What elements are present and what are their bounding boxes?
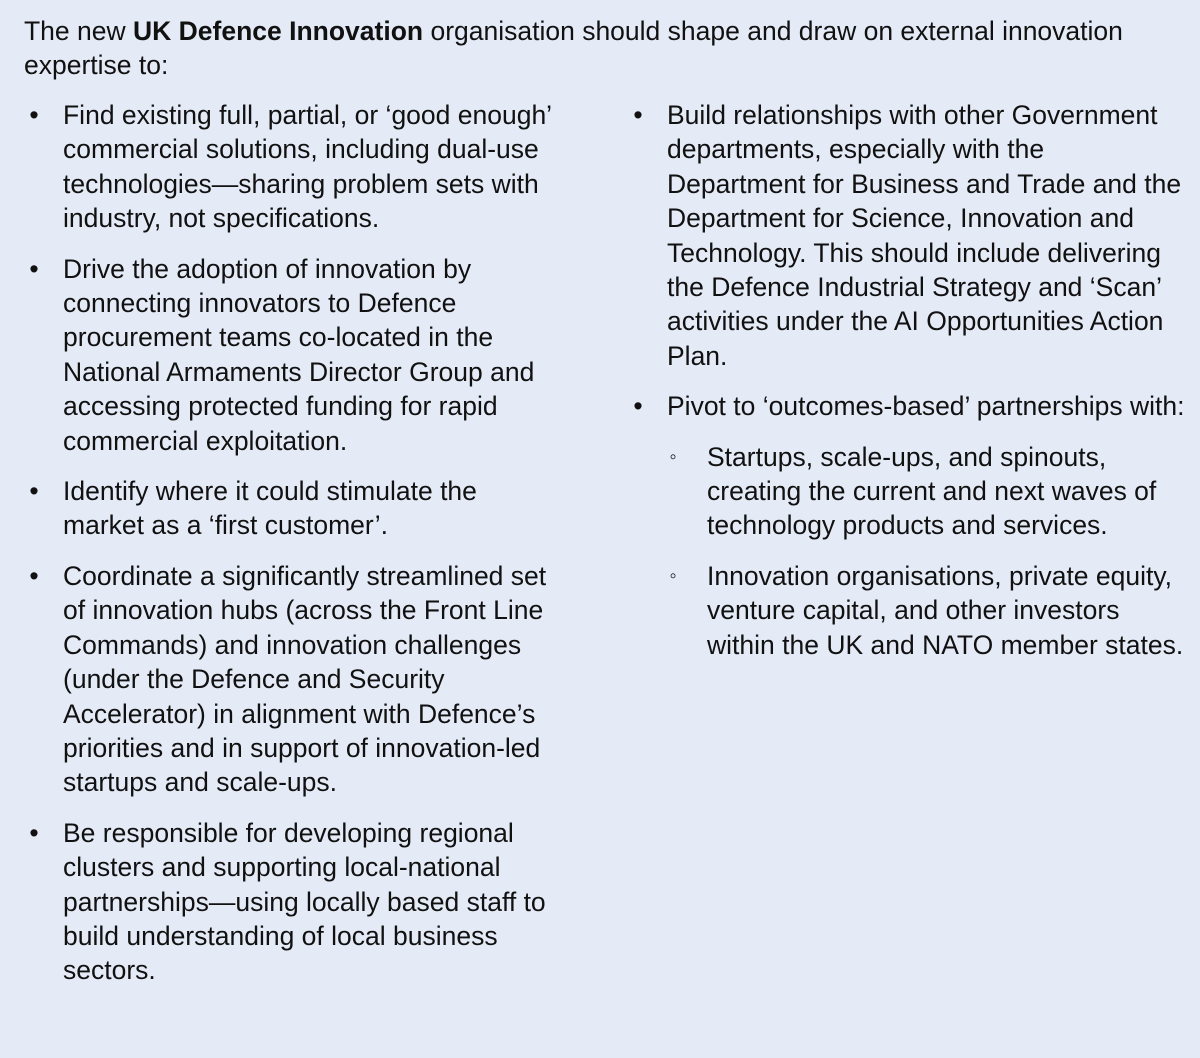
hollow-bullet-icon: ◦ [669, 445, 677, 468]
bullet-icon: • [29, 560, 39, 591]
right-bullet-list [628, 98, 1188, 678]
hollow-bullet-icon: ◦ [669, 564, 677, 587]
list-item [24, 559, 564, 800]
list-item-text: Build relationships with other Government departments, especially with the Department for Business and Trade and the Department for Science, Innovation and Technology. This should include delivering the Defence Industrial Strategy and ‘Scan’ activities under the AI Opportunities Action Plan. [667, 100, 1182, 371]
list-item-text: Pivot to ‘outcomes-based’ partnerships with: [667, 391, 1185, 422]
bullet-icon: • [29, 817, 39, 848]
list-item-text: Identify where it could stimulate the market as a ‘first customer’. [63, 476, 477, 541]
list-item-text: Coordinate a significantly streamlined set of innovation hubs (across the Front Line Commands) and innovation challenges (under the Defence and Security Accelerator) in alignment with Defence’s priorities and in support of innovation-led startups and scale-ups. [63, 560, 547, 798]
bullet-icon: • [29, 476, 39, 507]
list-item [24, 252, 564, 458]
list-item-text: Find existing full, partial, or ‘good enough’ commercial solutions, including dual-use technologies—sharing problem sets with industry, not specifications. [63, 100, 552, 234]
bullet-icon: • [29, 253, 39, 284]
list-item [628, 98, 1188, 373]
intro-paragraph [24, 14, 1164, 83]
bullet-icon: • [633, 100, 643, 130]
sub-list-item [667, 440, 1188, 543]
list-item [24, 816, 564, 988]
bullet-icon: • [633, 391, 643, 422]
sub-list-item [667, 559, 1188, 662]
sub-bullet-list [667, 440, 1188, 662]
sub-list-item-text: Innovation organisations, private equity, venture capital, and other investors within the UK and NATO member states. [707, 560, 1184, 660]
list-item [24, 474, 564, 543]
list-item-text: Be responsible for developing regional clusters and supporting local-national partnerships—using locally based staff to build understanding of local business sectors. [63, 817, 546, 986]
intro-prefix: The new [24, 16, 134, 46]
left-bullet-list [24, 98, 564, 1004]
intro-suffix: organisation should shape and draw on external innovation expertise to: [24, 16, 1123, 81]
bullet-icon: • [29, 100, 39, 130]
organisation-name: UK Defence Innovation [133, 16, 424, 46]
list-item-text: Drive the adoption of innovation by connecting innovators to Defence procurement teams co-located in the National Armaments Director Group and accessing protected funding for rapid commercial exploitation. [63, 253, 535, 456]
list-item [24, 98, 564, 236]
sub-list-item-text: Startups, scale-ups, and spinouts, creating the current and next waves of technology products and services. [707, 441, 1157, 541]
list-item [628, 389, 1188, 662]
